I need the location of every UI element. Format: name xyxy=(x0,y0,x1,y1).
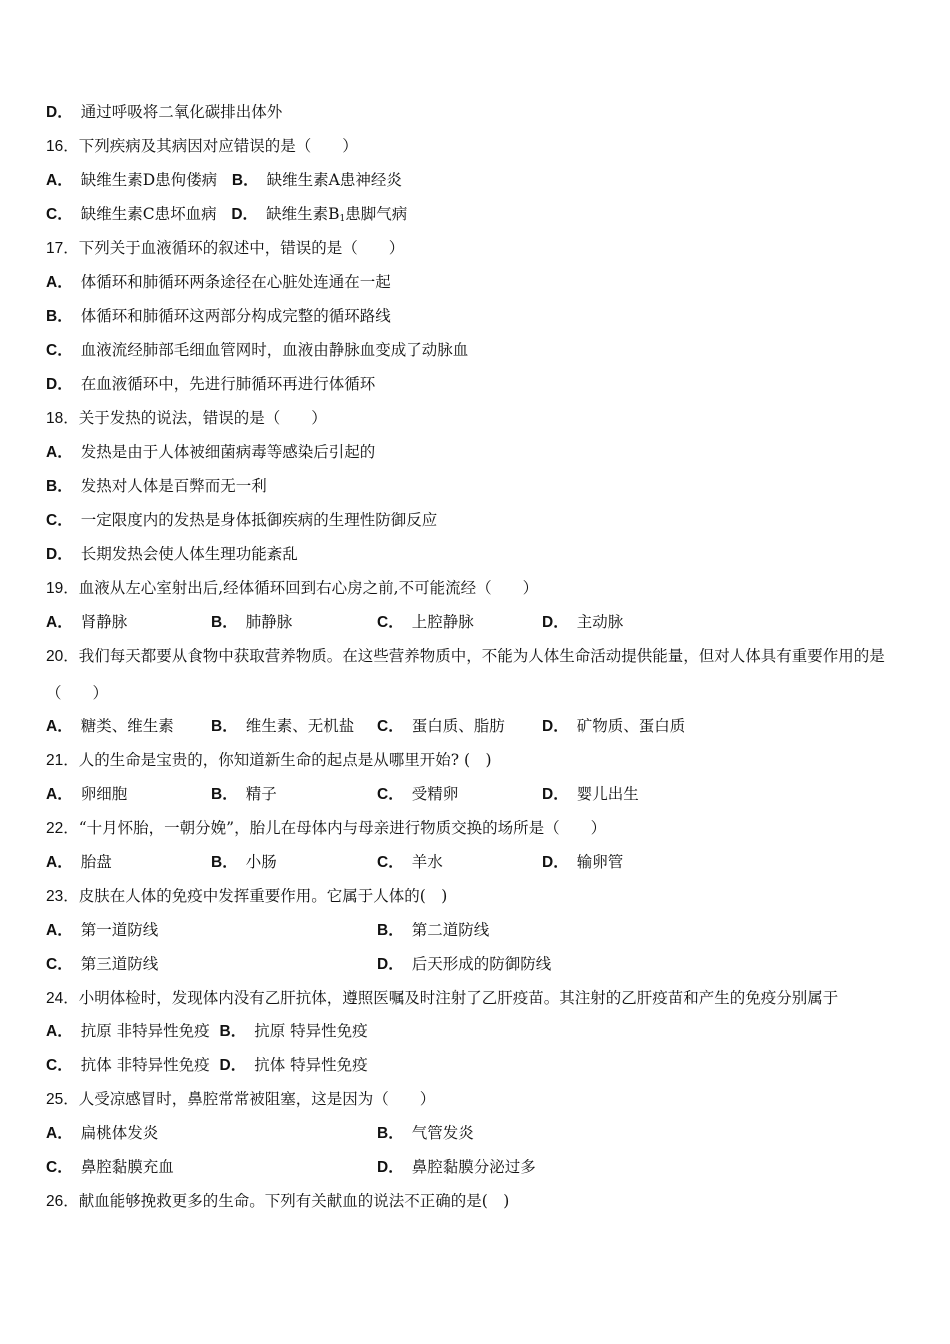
option-text: 胎盘 xyxy=(80,853,112,871)
question-number: 21． xyxy=(46,752,79,769)
option-text: 抗原 特异性免疫 xyxy=(254,1022,368,1040)
question-text: 我们每天都要从食物中获取营养物质。在这些营养物质中，不能为人体生命活动提供能量，但对人体具有重要作用的是（ ） xyxy=(46,647,885,702)
option-label: D． xyxy=(377,1159,404,1176)
q22-option-d xyxy=(542,852,623,873)
option-text: 缺维生素C患坏血病 xyxy=(80,205,217,223)
option-text: 通过呼吸将二氧化碳排出体外 xyxy=(80,103,283,121)
option-text: 小肠 xyxy=(245,853,277,871)
q18-option-d xyxy=(46,544,298,565)
question-number: 22． xyxy=(46,820,79,837)
question-number: 20． xyxy=(46,648,79,665)
option-label: B． xyxy=(219,1023,247,1040)
question-text: 下列关于血液循环的叙述中，错误的是（ ） xyxy=(78,239,405,257)
question-text: “十月怀胎，一朝分娩”，胎儿在母体内与母亲进行物质交换的场所是（ ） xyxy=(78,819,607,837)
q26-stem xyxy=(46,1191,509,1212)
q18-option-c xyxy=(46,510,437,531)
subscript: 1 xyxy=(339,214,346,224)
option-label: A． xyxy=(46,922,73,939)
question-text: 皮肤在人体的免疫中发挥重要作用。它属于人体的( ) xyxy=(78,887,448,905)
option-text: 缺维生素B xyxy=(266,205,340,223)
option-label: A． xyxy=(46,1023,73,1040)
q21-option-b xyxy=(211,784,277,805)
option-text: 气管发炎 xyxy=(411,1124,474,1142)
option-text: 在血液循环中，先进行肺循环再进行体循环 xyxy=(80,375,376,393)
q18-option-b xyxy=(46,476,267,497)
q20-option-c xyxy=(377,716,505,737)
question-text: 人受凉感冒时，鼻腔常常被阻塞，这是因为（ ） xyxy=(78,1090,436,1108)
option-label: A． xyxy=(46,718,73,735)
q25-option-d xyxy=(377,1157,536,1178)
option-text: 体循环和肺循环这两部分构成完整的循环路线 xyxy=(80,307,391,325)
option-label: B． xyxy=(46,308,73,325)
q21-option-a xyxy=(46,784,127,805)
q23-option-d xyxy=(377,954,551,975)
q17-option-c xyxy=(46,340,468,361)
q19-stem xyxy=(46,578,538,599)
option-text: 缺维生素D患佝偻病 xyxy=(80,171,218,189)
q21-option-d xyxy=(542,784,639,805)
question-text: 关于发热的说法，错误的是（ ） xyxy=(78,409,327,427)
question-number: 16． xyxy=(46,138,79,155)
option-label: D． xyxy=(542,786,569,803)
option-label: A． xyxy=(46,854,73,871)
q20-stem xyxy=(46,638,906,711)
option-label: A． xyxy=(46,614,73,631)
option-label: B． xyxy=(211,786,238,803)
option-label: D． xyxy=(542,614,569,631)
question-number: 19． xyxy=(46,580,79,597)
question-text: 下列疾病及其病因对应错误的是（ ） xyxy=(78,137,358,155)
option-text: 抗体 特异性免疫 xyxy=(254,1056,368,1074)
option-label: B． xyxy=(211,854,238,871)
q25-stem xyxy=(46,1089,435,1110)
question-number: 23． xyxy=(46,888,79,905)
q17-stem xyxy=(46,238,404,259)
option-text: 抗体 非特异性免疫 xyxy=(80,1056,210,1074)
option-label: C． xyxy=(46,1159,73,1176)
q24-options-ab xyxy=(46,1021,368,1042)
option-label: A． xyxy=(46,786,73,803)
option-label: D． xyxy=(231,206,259,223)
option-text: 矿物质、蛋白质 xyxy=(576,717,686,735)
question-text: 人的生命是宝贵的，你知道新生命的起点是从哪里开始? ( ) xyxy=(78,751,492,769)
question-number: 25． xyxy=(46,1091,79,1108)
option-label: D． xyxy=(46,376,73,393)
option-text: 缺维生素A患神经炎 xyxy=(266,171,402,189)
option-label: C． xyxy=(46,956,73,973)
option-label: B． xyxy=(46,478,73,495)
option-label: D． xyxy=(542,854,569,871)
option-label: C． xyxy=(377,614,404,631)
option-label: C． xyxy=(46,512,73,529)
question-text: 血液从左心室射出后,经体循环回到右心房之前,不可能流经（ ） xyxy=(78,579,539,597)
option-text: 主动脉 xyxy=(576,613,624,631)
q18-option-a xyxy=(46,442,375,463)
q23-option-a xyxy=(46,920,158,941)
option-text: 第三道防线 xyxy=(80,955,159,973)
option-text: 患脚气病 xyxy=(345,205,408,223)
option-label: D． xyxy=(542,718,569,735)
q17-option-b xyxy=(46,306,391,327)
option-label: C． xyxy=(46,1057,73,1074)
option-text: 后天形成的防御防线 xyxy=(411,955,552,973)
q25-option-a xyxy=(46,1123,158,1144)
option-label: A． xyxy=(46,274,73,291)
q23-option-c xyxy=(46,954,158,975)
option-label: A． xyxy=(46,444,73,461)
q22-stem xyxy=(46,818,606,839)
option-text: 羊水 xyxy=(411,853,443,871)
q15-option-d xyxy=(46,102,282,123)
question-number: 24． xyxy=(46,990,79,1007)
option-text: 血液流经肺部毛细血管网时，血液由静脉血变成了动脉血 xyxy=(80,341,469,359)
option-text: 卵细胞 xyxy=(80,785,128,803)
option-text: 第一道防线 xyxy=(80,921,159,939)
option-text: 抗原 非特异性免疫 xyxy=(80,1022,210,1040)
option-text: 第二道防线 xyxy=(411,921,490,939)
option-label: A． xyxy=(46,172,73,189)
option-text: 肾静脉 xyxy=(80,613,128,631)
question-number: 26． xyxy=(46,1193,79,1210)
q24-stem xyxy=(46,988,838,1009)
option-label: D． xyxy=(46,546,73,563)
option-text: 发热是由于人体被细菌病毒等感染后引起的 xyxy=(80,443,376,461)
option-label: B． xyxy=(377,922,404,939)
q19-option-b xyxy=(211,612,292,633)
question-number: 18． xyxy=(46,410,79,427)
option-text: 维生素、无机盐 xyxy=(245,717,355,735)
q20-option-b xyxy=(211,716,354,737)
option-text: 糖类、维生素 xyxy=(80,717,174,735)
q25-option-b xyxy=(377,1123,474,1144)
option-text: 输卵管 xyxy=(576,853,624,871)
option-label: A． xyxy=(46,1125,73,1142)
option-label: D． xyxy=(377,956,404,973)
option-label: C． xyxy=(46,206,73,223)
option-text: 发热对人体是百弊而无一利 xyxy=(80,477,267,495)
q17-option-a xyxy=(46,272,391,293)
q17-option-d xyxy=(46,374,375,395)
q20-option-d xyxy=(542,716,685,737)
option-label: D． xyxy=(46,104,73,121)
option-label: C． xyxy=(377,718,404,735)
option-text: 蛋白质、脂肪 xyxy=(411,717,505,735)
question-number: 17． xyxy=(46,240,79,257)
q18-stem xyxy=(46,408,327,429)
q22-option-c xyxy=(377,852,443,873)
option-label: B． xyxy=(211,718,238,735)
option-text: 受精卵 xyxy=(411,785,459,803)
option-text: 鼻腔黏膜分泌过多 xyxy=(411,1158,536,1176)
option-label: B． xyxy=(211,614,238,631)
option-text: 肺静脉 xyxy=(245,613,293,631)
q20-option-a xyxy=(46,716,174,737)
option-label: C． xyxy=(377,854,404,871)
option-label: D． xyxy=(219,1057,247,1074)
question-text: 献血能够挽救更多的生命。下列有关献血的说法不正确的是( ) xyxy=(78,1192,510,1210)
q23-option-b xyxy=(377,920,489,941)
q23-stem xyxy=(46,886,447,907)
q16-stem xyxy=(46,136,358,157)
option-text: 长期发热会使人体生理功能紊乱 xyxy=(80,545,298,563)
q22-option-a xyxy=(46,852,112,873)
q21-option-c xyxy=(377,784,458,805)
option-text: 婴儿出生 xyxy=(576,785,639,803)
option-text: 鼻腔黏膜充血 xyxy=(80,1158,174,1176)
question-text: 小明体检时，发现体内没有乙肝抗体，遵照医嘱及时注射了乙肝疫苗。其注射的乙肝疫苗和产生的免疫分别属于 xyxy=(78,989,839,1007)
option-label: C． xyxy=(46,342,73,359)
option-text: 上腔静脉 xyxy=(411,613,474,631)
q22-option-b xyxy=(211,852,277,873)
option-text: 精子 xyxy=(245,785,277,803)
option-label: C． xyxy=(377,786,404,803)
option-label: B． xyxy=(231,172,259,189)
option-label: B． xyxy=(377,1125,404,1142)
q21-stem xyxy=(46,750,492,771)
q19-option-a xyxy=(46,612,127,633)
option-text: 一定限度内的发热是身体抵御疾病的生理性防御反应 xyxy=(80,511,438,529)
q16-options-ab xyxy=(46,170,402,191)
q25-option-c xyxy=(46,1157,174,1178)
q16-options-cd xyxy=(46,204,407,229)
q24-options-cd xyxy=(46,1055,368,1076)
option-text: 体循环和肺循环两条途径在心脏处连通在一起 xyxy=(80,273,391,291)
q19-option-d xyxy=(542,612,623,633)
q19-option-c xyxy=(377,612,474,633)
option-text: 扁桃体发炎 xyxy=(80,1124,159,1142)
